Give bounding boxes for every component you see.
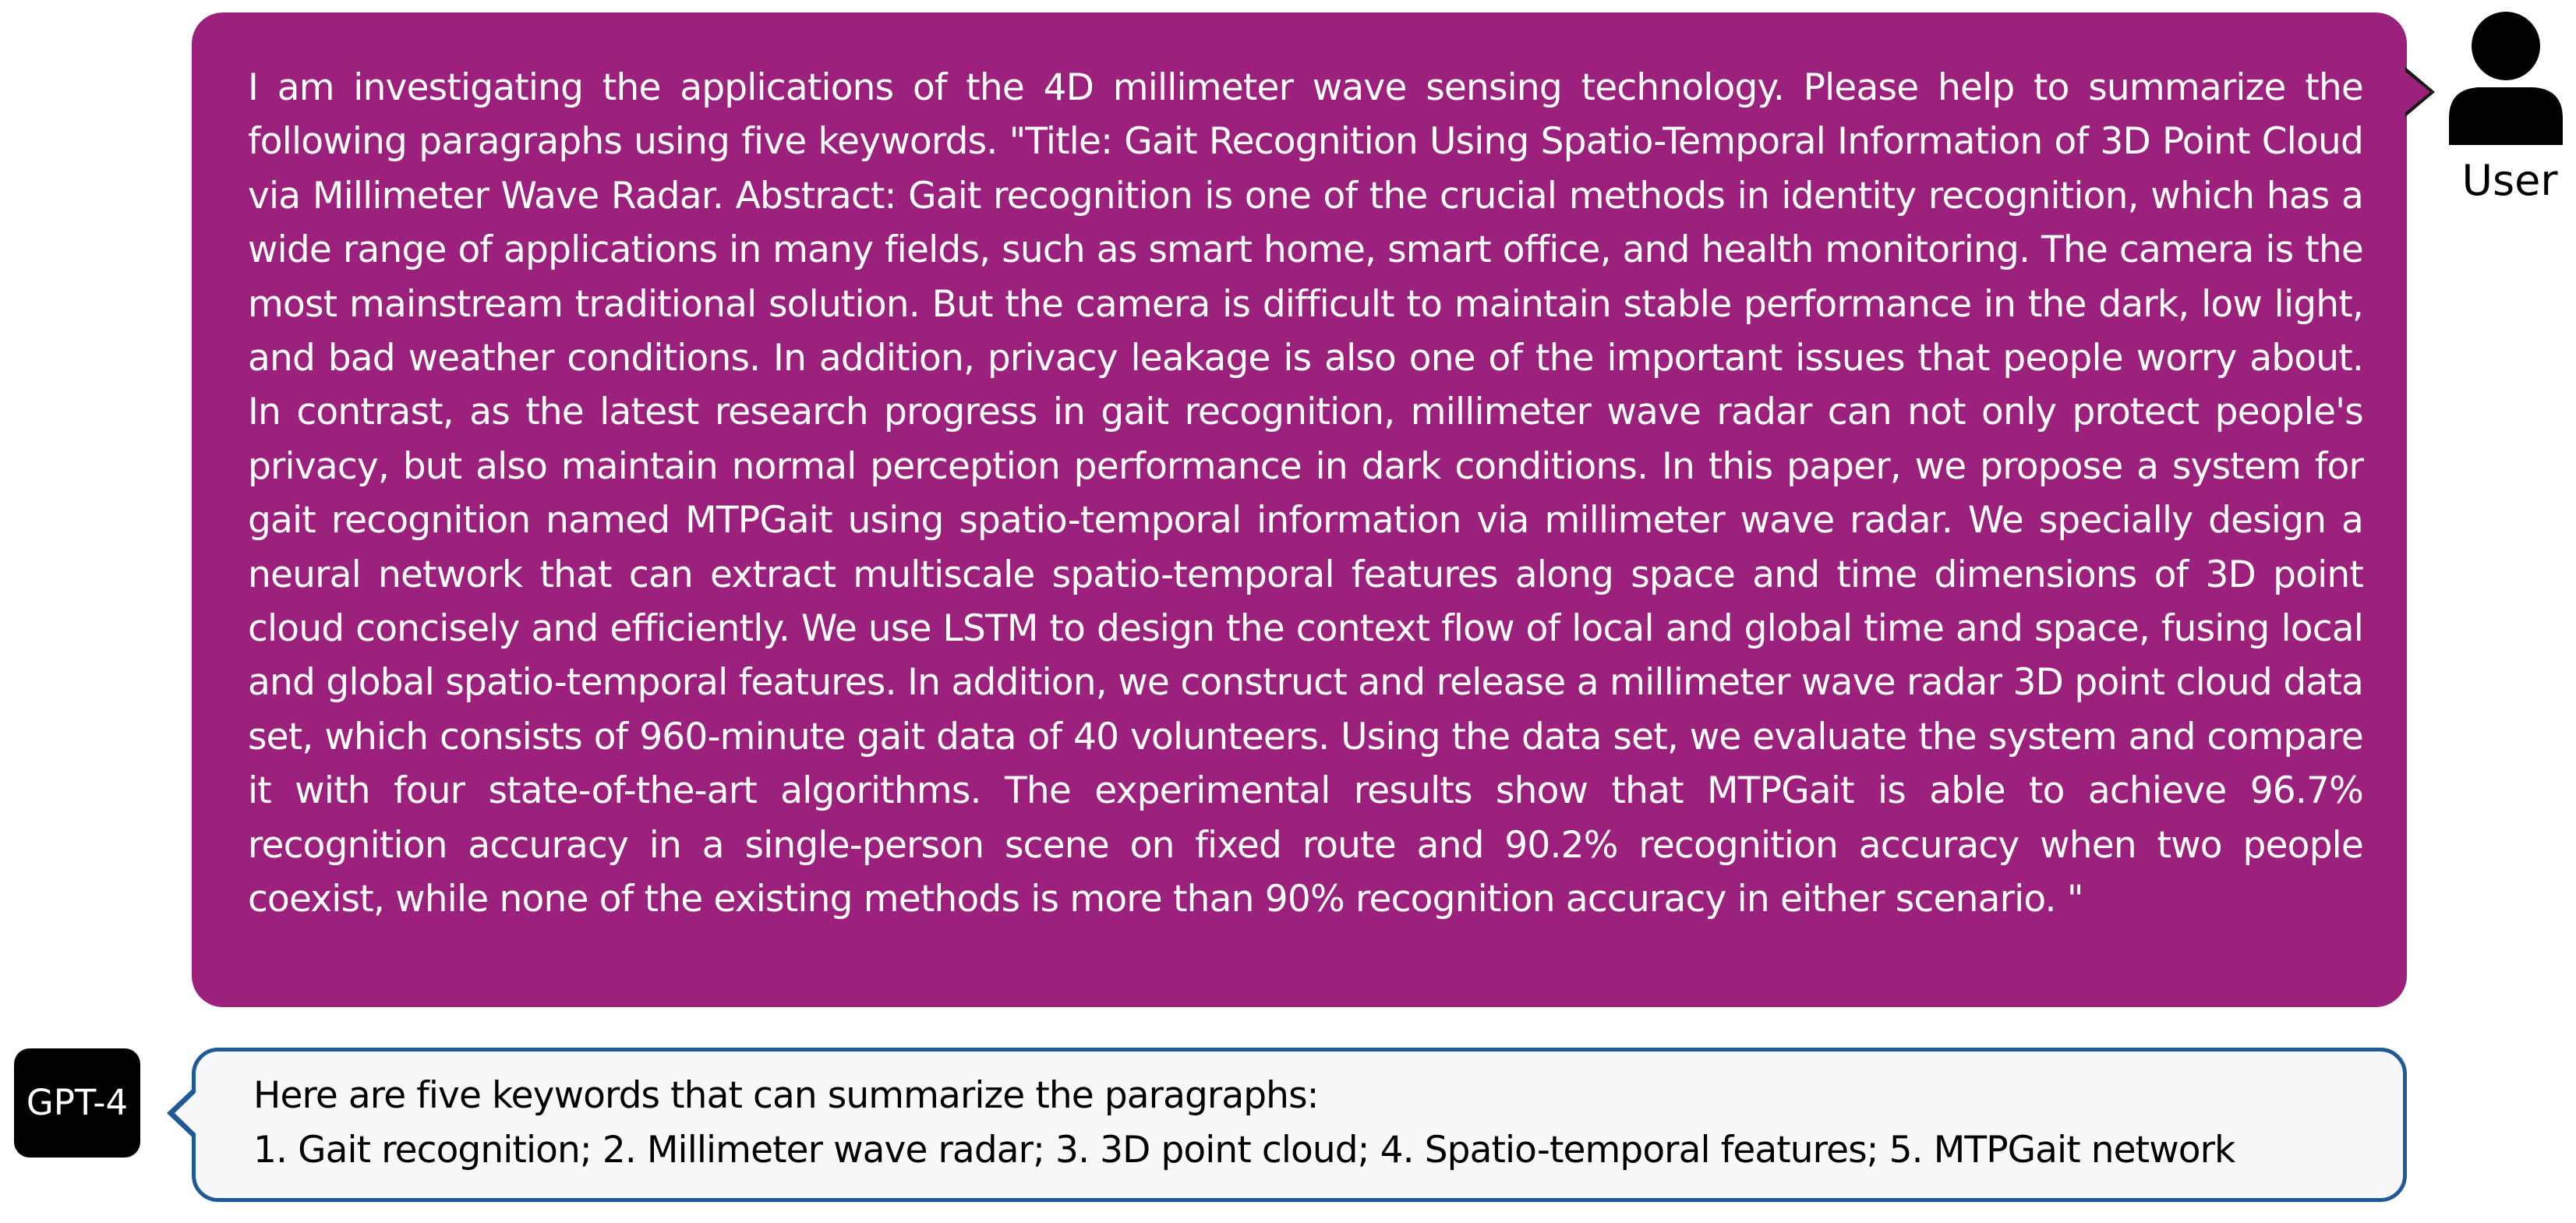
gpt4-badge: GPT-4 [14,1048,140,1158]
user-icon [2447,11,2564,145]
user-label: User [2461,156,2558,205]
assistant-message-bubble [192,1048,2407,1202]
user-message-bubble [192,12,2407,1007]
assistant-bubble-tail-fill [175,1090,198,1136]
user-message-text: I am investigating the applications of the 4D millimeter wave sensing technology. Please help to summarize the following paragraphs using five keywords. "Title: Gait Recognition Using Spatio-Temporal Information of 3D Point Cloud via Millimeter Wave Radar. Abstract: Gait recognition is one of the crucial methods in identity recognition, which has a wide range of applications in many fields, such as smart home, smart office, and health monitoring. The camera is the most mainstream traditional solution. But the camera is difficult to maintain stable performance in the dark, low light, and bad weather conditions. In addition, privacy leakage is also one of the important issues that people worry about. In contrast, as the latest research progress in gait recognition, millimeter wave radar can not only protect people's privacy, but also maintain normal perception performance in dark conditions. In this paper, we propose a system for gait recognition named MTPGait using spatio-temporal information via millimeter wave radar. We specially design a neural network that can extract multiscale spatio-temporal features along space and time dimensions of 3D point cloud concisely and efficiently. We use LSTM to design the context flow of local and global time and space, fusing local and global spatio-temporal features. In addition, we construct and release a millimeter wave radar 3D point cloud data set, which consists of 960-minute gait data of 40 volunteers. Using the data set, we evaluate the system and compare it with four state-of-the-art algorithms. The experimental results show that MTPGait is able to achieve 96.7% recognition accuracy in a single-person scene on fixed route and 90.2% recognition accuracy when two people coexist, while none of the existing methods is more than 90% recognition accuracy in either scenario. " [248,66,2363,921]
user-icon-head [2472,12,2540,80]
user-bubble-tail [2405,72,2430,112]
assistant-message-line-1: Here are five keywords that can summarize the paragraphs: [253,1074,1319,1117]
assistant-message-line-2: 1. Gait recognition; 2. Millimeter wave radar; 3. 3D point cloud; 4. Spatio-temporal features; 5. MTPGait network [253,1129,2235,1172]
user-icon-body [2449,87,2563,145]
